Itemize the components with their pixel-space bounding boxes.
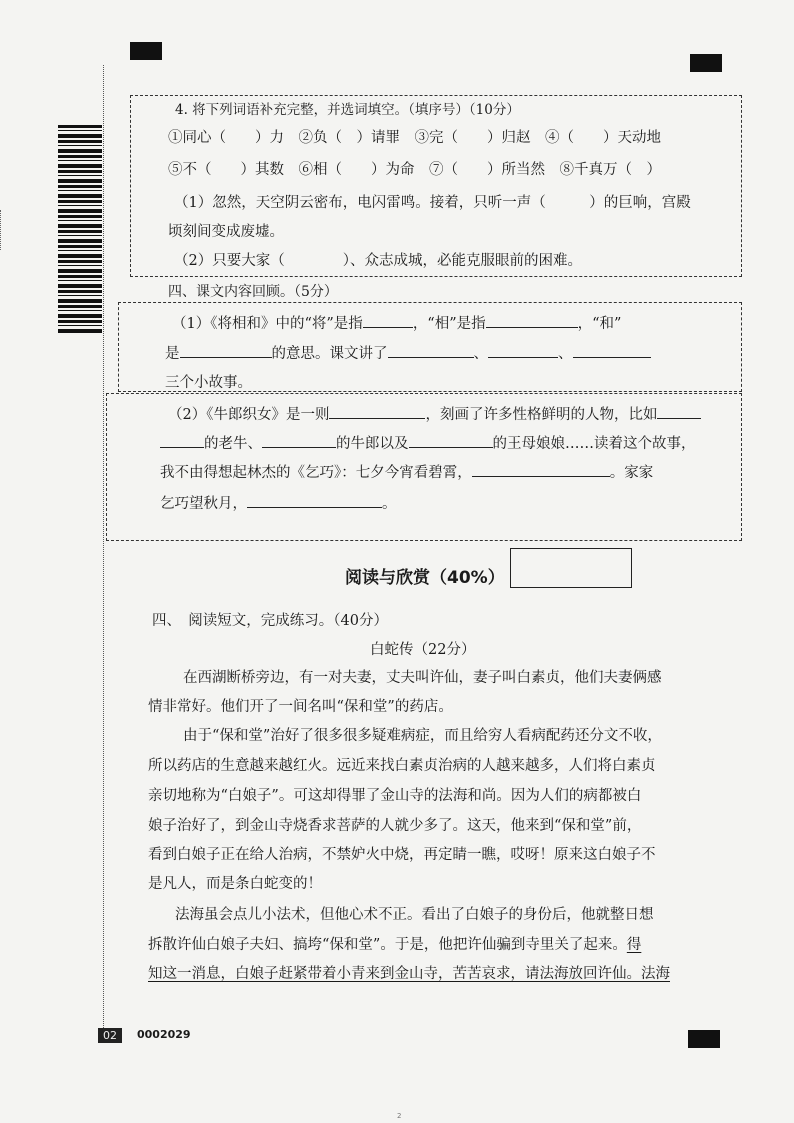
blank-field[interactable] — [388, 343, 474, 358]
binding-line — [103, 65, 104, 1030]
story-line: 由于“保和堂”治好了很多很多疑难病症，而且给穷人看病配药还分文不收， — [183, 728, 662, 744]
q4-sentence1a: （1）忽然，天空阴云密布，电闪雷鸣。接着，只听一声（ ）的巨响，宫殿 — [174, 195, 691, 211]
review-p1-line3: 三个小故事。 — [165, 375, 252, 391]
review-p2-text-i: 。 — [382, 496, 397, 512]
bottom-mark: 2 — [397, 1112, 402, 1120]
doc-code: 0002029 — [137, 1028, 191, 1041]
blank-field[interactable] — [363, 313, 413, 328]
blank-field[interactable] — [262, 433, 336, 448]
q4-title: 4. 将下列词语补充完整，并选词填空。（填序号）（10分） — [175, 102, 520, 118]
story-line-10-text: 拆散许仙白娘子夫妇、搞垮“保和堂”。于是，他把许仙骗到寺里关了起来。 — [148, 937, 627, 953]
story-line: 在西湖断桥旁边，有一对夫妻，丈夫叫许仙，妻子叫白素贞，他们夫妻俩感 — [183, 670, 662, 686]
story-line-10 — [148, 935, 641, 955]
barcode — [58, 125, 102, 335]
story-line: 所以药店的生意越来越红火。远近来找白素贞治病的人越来越多，人们将白素贞 — [148, 758, 656, 774]
review-p1-text-b: ，“相”是指 — [412, 316, 486, 332]
review-p2-text-c: 的老牛、 — [204, 436, 262, 452]
reading-question-title: 四、 阅读短文，完成练习。（40分） — [152, 613, 388, 629]
review-p2-line2 — [160, 433, 696, 454]
review-p1-text-e: 的意思。课文讲了 — [271, 346, 388, 362]
q4-sentence2: （2）只要大家（ ）、众志成城，必能克服眼前的困难。 — [174, 253, 582, 269]
registration-mark-bottom-right — [688, 1030, 720, 1048]
page-tag: 02 — [98, 1028, 122, 1043]
review-p1-text-d: 是 — [165, 346, 180, 362]
review-p1-text-f: 、 — [473, 346, 488, 362]
story-line-10-underlined: 得 — [626, 937, 642, 953]
score-box[interactable] — [510, 548, 632, 588]
blank-field[interactable] — [472, 462, 610, 477]
blank-field[interactable] — [573, 343, 651, 358]
review-title: 四、课文内容回顾。（5分） — [168, 284, 338, 300]
story-line: 娘子治好了，到金山寺烧香求菩萨的人就少多了。这天，他来到“保和堂”前， — [148, 818, 642, 834]
review-p2-text-d: 的牛郎以及 — [336, 436, 409, 452]
review-p1-line2 — [165, 343, 651, 364]
blank-field[interactable] — [409, 433, 493, 448]
blank-field[interactable] — [657, 404, 701, 419]
left-edge-mark — [0, 210, 3, 250]
story-line: 情非常好。他们开了一间名叫“保和堂”的药店。 — [148, 699, 453, 715]
story-line: 亲切地称为“白娘子”。可这却得罪了金山寺的法海和尚。因为人们的病都被白 — [148, 788, 642, 804]
blank-field[interactable] — [488, 343, 558, 358]
q4-sentence1b: 顷刻间变成废墟。 — [168, 224, 284, 240]
story-line: 法海虽会点儿小法术，但他心术不正。看出了白娘子的身份后，他就整日想 — [175, 907, 654, 923]
review-p2-text-g: 。家家 — [609, 465, 654, 481]
q4-row1: ①同心（ ）力 ②负（ ）请罪 ③完（ ）归赵 ④（ ）天动地 — [168, 130, 661, 146]
review-p2-line1 — [168, 404, 701, 425]
registration-mark-top-left — [130, 42, 162, 60]
review-p2-text-a: （2）《牛郎织女》是一则 — [168, 407, 330, 423]
registration-mark-top-right — [690, 54, 722, 72]
blank-field[interactable] — [247, 493, 382, 508]
blank-field[interactable] — [486, 313, 578, 328]
story-line: 是凡人，而是条白蛇变的！ — [148, 876, 322, 892]
review-p1-text-a: （1）《将相和》中的“将”是指 — [172, 316, 363, 332]
review-p1-text-c: ，“和” — [577, 316, 622, 332]
blank-field[interactable] — [180, 343, 272, 358]
section-heading: 阅读与欣赏（40%） — [345, 568, 505, 588]
review-p2-text-e: 的王母娘娘……读着这个故事， — [492, 436, 696, 452]
q4-row2: ⑤不（ ）其数 ⑥相（ ）为命 ⑦（ ）所当然 ⑧千真万（ ） — [168, 162, 661, 178]
review-p1-text-g: 、 — [558, 346, 573, 362]
blank-field[interactable] — [329, 404, 425, 419]
review-p2-text-h: 乞巧望秋月， — [160, 496, 247, 512]
review-p2-line3 — [160, 462, 653, 483]
story-line-11: 知这一消息，白娘子赶紧带着小青来到金山寺，苦苦哀求，请法海放回许仙。法海 — [148, 966, 670, 982]
review-p2-line4 — [160, 493, 397, 514]
blank-field[interactable] — [160, 433, 204, 448]
review-p2-text-b: ，刻画了许多性格鲜明的人物，比如 — [425, 407, 658, 423]
q4-box — [130, 95, 742, 277]
story-line: 看到白娘子正在给人治病，不禁妒火中烧，再定睛一瞧，哎呀！原来这白娘子不 — [148, 847, 656, 863]
review-p2-text-f: 我不由得想起林杰的《乞巧》：七夕今宵看碧霄， — [160, 465, 472, 481]
review-p1-line1 — [172, 313, 621, 334]
story-title: 白蛇传（22分） — [370, 642, 476, 658]
